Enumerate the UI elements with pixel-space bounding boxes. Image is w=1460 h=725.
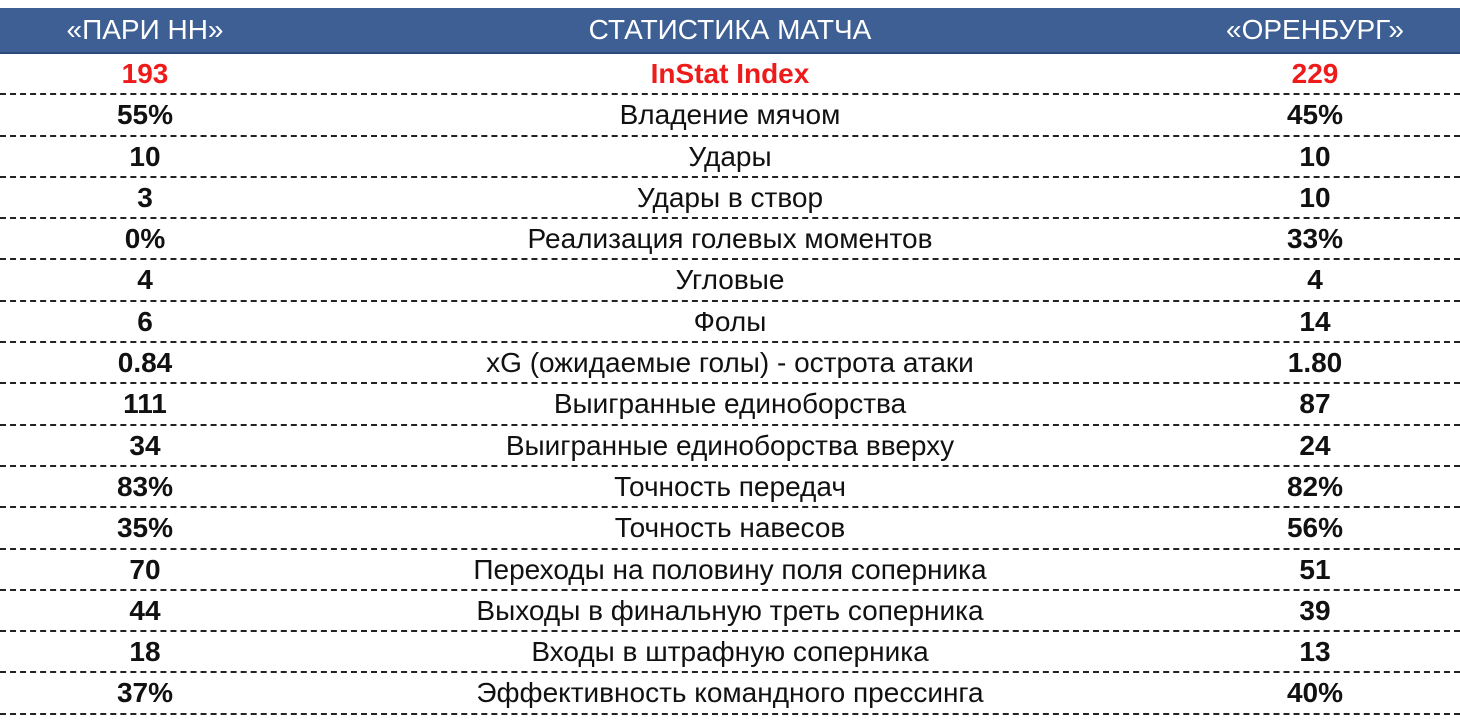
right-team-value: 40% (1286, 677, 1344, 709)
table-row (0, 219, 1460, 260)
right-team-value: 229 (1291, 58, 1339, 89)
table-row (0, 467, 1460, 508)
right-team-value: 33% (1286, 223, 1344, 255)
left-team-value: 193 (121, 58, 169, 89)
left-team-value: 44 (129, 594, 161, 626)
table-row (0, 260, 1460, 301)
table-row (0, 178, 1460, 219)
right-team-value: 51 (1299, 553, 1331, 585)
right-team-value: 10 (1299, 181, 1331, 213)
stat-label: Угловые (675, 264, 785, 296)
left-team-value: 37% (116, 677, 174, 709)
table-row (0, 591, 1460, 632)
table-row (0, 343, 1460, 384)
left-team-value: 0% (124, 223, 166, 255)
table-row (0, 95, 1460, 136)
stat-label: InStat Index (650, 58, 810, 89)
stat-label: Реализация голевых моментов (527, 223, 933, 255)
table-title: СТАТИСТИКА МАТЧА (588, 14, 872, 45)
table-row (0, 632, 1460, 673)
table-row (0, 426, 1460, 467)
left-team-value: 34 (129, 429, 161, 461)
right-team-value: 14 (1299, 305, 1331, 337)
left-team-value: 70 (129, 553, 161, 585)
left-team-value: 83% (116, 470, 174, 502)
stat-label: Эффективность командного прессинга (476, 677, 984, 709)
left-team-value: 0.84 (117, 347, 173, 379)
left-team-value: 6 (137, 305, 153, 337)
right-team-value: 13 (1299, 636, 1331, 668)
stats-rows (0, 54, 1460, 715)
right-team-value: 1.80 (1287, 347, 1343, 379)
left-team-value: 10 (129, 140, 161, 172)
left-team-value: 4 (137, 264, 153, 296)
stat-label: Удары (688, 140, 772, 172)
right-team-value: 82% (1286, 470, 1344, 502)
left-team-name: «ПАРИ НН» (66, 14, 224, 45)
right-team-value: 56% (1286, 512, 1344, 544)
table-row (0, 508, 1460, 549)
stat-label: Точность передач (614, 470, 846, 502)
stat-label: Фолы (693, 305, 767, 337)
stat-label: Переходы на половину поля соперника (473, 553, 987, 585)
table-row (0, 673, 1460, 714)
right-team-value: 10 (1299, 140, 1331, 172)
table-row (0, 302, 1460, 343)
stat-label: Точность навесов (614, 512, 846, 544)
left-team-value: 18 (129, 636, 161, 668)
right-team-value: 45% (1286, 99, 1344, 131)
stat-label: Выигранные единоборства (553, 388, 907, 420)
right-team-name: «ОРЕНБУРГ» (1226, 14, 1404, 45)
stat-label: Выходы в финальную треть соперника (476, 594, 984, 626)
stat-label: Владение мячом (619, 99, 841, 131)
left-team-value: 55% (116, 99, 174, 131)
table-row (0, 384, 1460, 425)
stat-label: Входы в штрафную соперника (531, 636, 929, 668)
stat-label: xG (ожидаемые голы) - острота атаки (486, 347, 974, 379)
table-row (0, 137, 1460, 178)
table-header (0, 8, 1460, 54)
stat-label: Выигранные единоборства вверху (505, 429, 955, 461)
right-team-value: 39 (1299, 594, 1331, 626)
left-team-value: 35% (116, 512, 174, 544)
left-team-value: 3 (137, 181, 153, 213)
stat-label: Удары в створ (636, 181, 824, 213)
right-team-value: 24 (1299, 429, 1331, 461)
left-team-value: 111 (123, 388, 167, 420)
right-team-value: 4 (1307, 264, 1323, 296)
right-team-value: 87 (1299, 388, 1331, 420)
table-row (0, 54, 1460, 95)
table-row (0, 550, 1460, 591)
